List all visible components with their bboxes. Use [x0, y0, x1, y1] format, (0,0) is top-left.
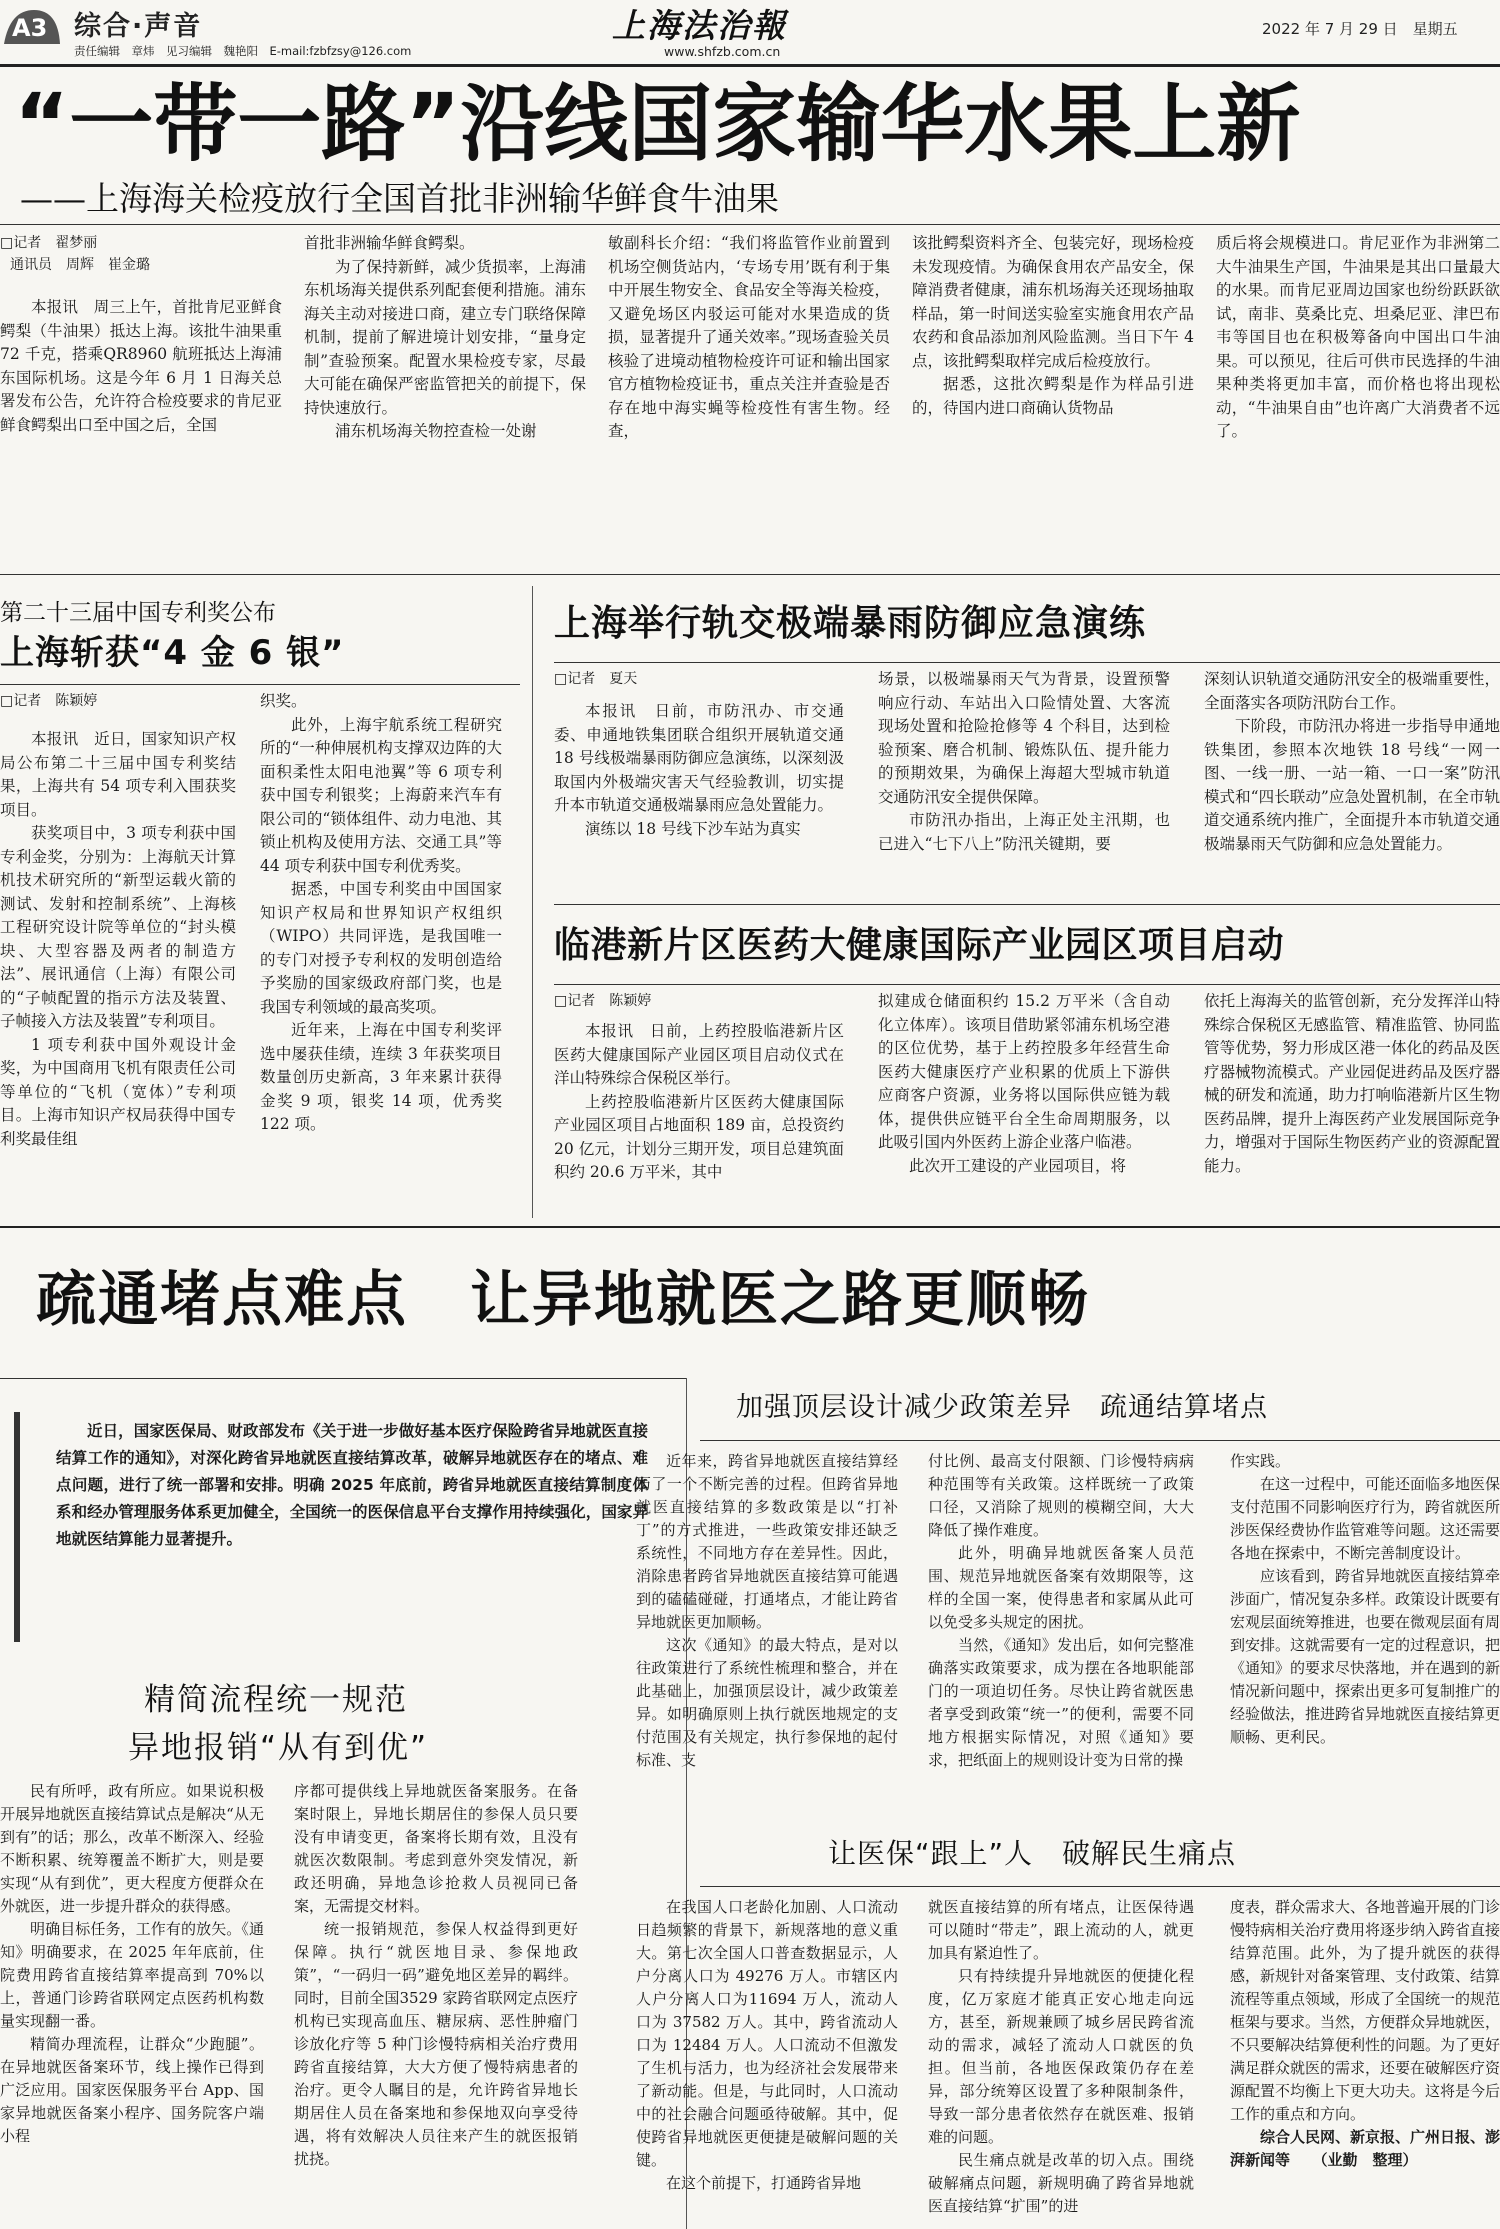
left-head2: 异地报销“从有到优”	[128, 1730, 429, 1766]
a3-col3a: 深刻认识轨道交通防汛安全的极端重要性，全面落实各项防汛防台工作。	[1204, 670, 1500, 712]
a1-col2b: 为了保持新鲜，减少货损率，上海浦东机场海关提供系列配套便利措施。浦东海关主动对接进口商，建立专门联络保障机制，提前了解进境计划安排，“量身定制”查验预案。配置水果检疫专家，尽最大可能在确保严密监管把关的前提下，保持快速放行。	[304, 257, 586, 417]
a2-rule	[0, 684, 520, 685]
l-col1a: 民有所呼，政有所应。如果说积极开展异地就医直接结算试点是解决“从无到有”的话；那么，改革不断深入、经验不断积累、统筹覆盖不断扩大，则是要实现“从有到优”，更大程度方便群众在外就医，进一步提升群众的获得感。	[0, 1782, 264, 1915]
a3-col2	[878, 668, 1170, 892]
l-col1c: 精简办理流程，让群众“少跑腿”。在异地就医备案环节，线上操作已得到广泛应用。国家医保服务平台 App、国家异地就医备案小程序、国务院客户端小程	[0, 2035, 264, 2145]
section-title: 综合·声音	[74, 11, 203, 42]
right-head1-rule	[700, 1440, 1500, 1441]
a1-subtitle: ——上海海关检疫放行全国首批非洲输华鲜食牛油果	[20, 179, 779, 218]
page-number: A3	[12, 14, 48, 42]
a4-title: 临港新片区医药大健康国际产业园区项目启动	[554, 925, 1285, 966]
a1-rule	[0, 224, 1500, 225]
a3-bottom-rule	[554, 904, 1500, 905]
r1-col1	[636, 1450, 898, 1814]
r1-col3a: 作实践。	[1230, 1452, 1291, 1470]
a2-col1	[0, 690, 236, 1210]
masthead-rule	[0, 64, 1500, 67]
a1-bottom-rule	[0, 574, 1500, 575]
paper-name-logo: 上海法治報	[612, 6, 787, 45]
a1-col3-text: 敏副科长介绍：“我们将监管作业前置到机场空侧货站内，‘专场专用’既有利于集中开展生物安全、食品安全等海关检疫，又避免场区内驳运可能对水果造成的货损，显著提升了通关效率。”现场查验关员核验了进境动植物检疫许可证和输出国家官方植物检疫证书，重点关注并查验是否存在地中海实蝇等检疫性有害生物。经查，	[608, 234, 890, 440]
a1-title: “一带一路”沿线国家输华水果上新	[14, 75, 1301, 173]
r1-col1b: 这次《通知》的最大特点，是对以往政策进行了系统性梳理和整合，并在此基础上，加强顶层设计，减少政策差异。如明确原则上执行就医地规定的支付范围及有关规定，执行参保地的起付标准、支	[636, 1636, 898, 1769]
a4-col2	[878, 990, 1170, 1212]
a1-col4	[912, 232, 1194, 562]
a1-col5	[1216, 232, 1500, 562]
feature-lead: 近日，国家医保局、财政部发布《关于进一步做好基本医疗保险跨省异地就医直接结算工作的通知》，对深化跨省异地就医直接结算改革，破解异地就医存在的堵点、难点问题，进行了统一部署和安排。明确 2025 年底前，跨省异地就医直接结算制度体系和经办管理服务体系更加健全，全国统一的医保信息平台支撑作用持续强化，国家异地就医结算能力显著提升。	[56, 1422, 648, 1548]
page-badge	[0, 6, 62, 46]
a2-col2	[260, 690, 502, 1210]
r1-col2a: 付比例、最高支付限额、门诊慢特病病种范围等有关政策。这样既统一了政策口径，又消除了规则的模糊空间，大大降低了操作难度。	[928, 1452, 1194, 1539]
l-col2b: 统一报销规范，参保人权益得到更好保障。执行“就医地目录、参保地政策”，“一码归一码”避免地区差异的羁绊。同时，目前全国3529 家跨省联网定点医疗机构已实现高血压、糖尿病、恶性肿瘤门诊放化疗等 5 种门诊慢特病相关治疗费用跨省直接结算，大大方便了慢特病患者的治疗。更令人瞩目的是，允许跨省异地长期居住人员在备案地和参保地双向享受待遇，将有效解决人员往来产生的就医报销扰挠。	[294, 1920, 578, 2168]
a1-col1-text: 本报讯 周三上午，首批肯尼亚鲜食鳄梨（牛油果）抵达上海。该批牛油果重 72 千克，搭乘QR8960 航班抵达上海浦东国际机场。这是今年 6 月 1 日海关总署发布公告，允许符合检疫要求的肯尼亚鲜食鳄梨出口至中国之后，全国	[0, 298, 282, 434]
a3-col1a: 本报讯 日前，市防汛办、市交通委、申通地铁集团联合组织开展轨道交通 18 号线极端暴雨防御应急演练，以深刻汲取国内外极端灾害天气经验教训，切实提升本市轨道交通极端暴雨应急处置能力。	[554, 702, 844, 814]
a1-col4a: 该批鳄梨资料齐全、包装完好，现场检疫未发现疫情。为确保食用农产品安全，保障消费者健康，浦东机场海关还现场抽取样品，第一时间送实验室实施食用农产品农药和食品添加剂风险监测。当日下午 4 点，该批鳄梨取样完成后检疫放行。	[912, 234, 1194, 370]
r2-col3	[1230, 1896, 1500, 2226]
a1-col4b: 据悉，这批次鳄梨是作为样品引进的，待国内进口商确认货物品	[912, 375, 1194, 417]
r2-col2	[928, 1896, 1194, 2226]
r2-col3a: 度表，群众需求大、各地普遍开展的门诊慢特病相关治疗费用将逐步纳入跨省直接结算范围。此外，为了提升就医的获得感，新规针对备案管理、支付政策、结算流程等重点领域，形成了全国统一的规范框架与要求。当然，方便群众异地就医，不只要解决结算便利性的问题。为了更好满足群众就医的需求，还要在破解医疗资源配置不均衡上下更大功夫。这将是今后工作的重点和方向。	[1230, 1898, 1500, 2123]
r1-col2c: 当然，《通知》发出后，如何完整准确落实政策要求，成为摆在各地职能部门的一项迫切任务。尽快让跨省就医患者享受到政策“统一”的便利，需要不同地方根据实际情况，对照《通知》要求，把纸面上的规则设计变为日常的操	[928, 1636, 1194, 1769]
a4-byline: □记者 陈颖婷	[554, 993, 652, 1009]
r1-col2	[928, 1450, 1194, 1814]
a3-title: 上海举行轨交极端暴雨防御应急演练	[554, 603, 1147, 644]
r1-col3b: 在这一过程中，可能还面临多地医保支付范围不同影响医疗行为，跨省就医所涉医保经费协作监管难等问题。这还需要各地在探索中，不断完善制度设计。	[1230, 1475, 1500, 1562]
a2-col2c: 据悉，中国专利奖由中国国家知识产权局和世界知识产权组织（WIPO）共同评选，是我国唯一的专门对授予专利权的发明创造给予奖励的国家级政府部门奖，也是我国专利领域的最高奖项。	[260, 880, 502, 1016]
right-head2: 让医保“跟上”人 破解民生痛点	[828, 1837, 1237, 1870]
a1-byline1: □记者 翟梦丽	[0, 235, 98, 251]
left-head1: 精简流程统一规范	[144, 1682, 408, 1718]
website: www.shfzb.com.cn	[664, 44, 781, 59]
column-divider	[532, 586, 533, 1218]
r1-col2b: 此外，明确异地就医备案人员范围、规范异地就医备案有效期限等，这样的全国一案，使得患者和家属从此可以免受多头规定的困扰。	[928, 1544, 1194, 1631]
a1-col2a: 首批非洲输华鲜食鳄梨。	[304, 234, 475, 252]
feature-lead-box	[14, 1412, 662, 1642]
r1-col1a: 近年来，跨省异地就医直接结算经历了一个不断完善的过程。但跨省异地就医直接结算的多数政策是以“打补丁”的方式推进，一些政策安排还缺乏系统性，不同地方存在差异性。因此，消除患者跨省异地就医直接结算可能遇到的磕磕碰碰，打通堵点，才能让跨省异地就医更加顺畅。	[636, 1452, 898, 1631]
r2-col3b: 综合人民网、新京报、广州日报、澎湃新闻等 （业勤 整理）	[1230, 2128, 1500, 2169]
r2-col2a: 就医直接结算的所有堵点，让医保待遇可以随时“带走”，跟上流动的人，就更加具有紧迫性了。	[928, 1898, 1194, 1962]
a2-col1b: 获奖项目中，3 项专利获中国专利金奖，分别为：上海航天计算机技术研究所的“新型运载火箭的测试、发射和控制系统”、上海核工程研究设计院等单位的“封头模块、大型容器及两者的制造方法”、展讯通信（上海）有限公司的“子帧配置的指示方法及装置、子帧接入方法及装置”专利项目。	[0, 824, 236, 1030]
a1-col2	[304, 232, 586, 562]
a4-col2a: 拟建成仓储面积约 15.2 万平米（含自动化立体库）。该项目借助紧邻浦东机场空港的区位优势，基于上药控股多年经营生命医药大健康医疗产业积累的优质上下游供应商客户资源，业务将以国际供应链为载体，提供供应链平台全生命周期服务，以此吸引国内外医药上游企业落户临港。	[878, 992, 1170, 1151]
r2-col1	[636, 1896, 898, 2226]
a4-col3	[1204, 990, 1500, 1212]
a2-col2a: 织奖。	[260, 692, 307, 710]
a4-col1a: 本报讯 日前，上药控股临港新片区医药大健康国际产业园区项目启动仪式在洋山特殊综合保税区举行。	[554, 1022, 844, 1087]
a1-col3	[608, 232, 890, 562]
a3-rule	[554, 662, 1500, 663]
a2-byline: □记者 陈颖婷	[0, 693, 98, 709]
a2-col1c: 1 项专利获中国外观设计金奖，为中国商用飞机有限责任公司等单位的“飞机（宽体）”专利项目。上海市知识产权局获得中国专利奖最佳组	[0, 1035, 236, 1148]
a3-col2a: 场景，以极端暴雨天气为背景，设置预警响应行动、车站出入口险情处置、大客流现场处置和抢险抢修等 4 个科目，达到检验预案、磨合机制、锻炼队伍、提升能力的预期效果，为确保上海超大型城市轨道交通防汛安全提供保障。	[878, 670, 1170, 806]
a2-col1a: 本报讯 近日，国家知识产权局公布第二十三届中国专利奖结果，上海共有 54 项专利入围获奖项目。	[0, 730, 236, 819]
feature-left-col2	[294, 1780, 578, 2226]
a4-col2b: 此次开工建设的产业园项目，将	[909, 1156, 1127, 1175]
a4-bottom-rule	[0, 1226, 1500, 1228]
a3-col1b: 演练以 18 号线下沙车站为真实	[585, 819, 801, 838]
r2-col2c: 民生痛点就是改革的切入点。围绕破解痛点问题，新规明确了跨省异地就医直接结算“扩围”的进	[928, 2151, 1194, 2215]
a2-col2d: 近年来，上海在中国专利奖评选中屡获佳绩，连续 3 年获奖项目数量创历史新高，3 年来累计获得金奖 9 项，银奖 14 项，优秀奖 122 项。	[260, 1021, 502, 1133]
a4-col1	[554, 990, 844, 1212]
a3-col2b: 市防汛办指出，上海正处主汛期，也已进入“七下八上”防汛关键期，要	[878, 811, 1170, 853]
a4-col3-text: 依托上海海关的监管创新，充分发挥洋山特殊综合保税区无感监管、精准监管、协同监管等优势，努力形成区港一体化的药品及医疗器械物流模式。产业园促进药品及医疗器械的研发和流通，助力打响临港新片区生物医药品牌，提升上海医药产业发展国际竞争力，增强对于国际生物医药产业的资源配置能力。	[1204, 992, 1500, 1175]
a4-rule	[554, 984, 1500, 985]
r2-col2b: 只有持续提升异地就医的便捷化程度，亿万家庭才能真正安心地走向远方，甚至，新规兼顾了城乡居民跨省流动的需求，减轻了流动人口就医的负担。但当前，各地医保政策仍存在差异，部分统筹区设置了多种限制条件，导致一部分患者依然存在就医难、报销难的问题。	[928, 1967, 1194, 2146]
feature-title: 疏通堵点难点 让异地就医之路更顺畅	[36, 1265, 1090, 1335]
a2-col2b: 此外，上海宇航系统工程研究所的“一种伸展机构支撑双边阵的大面积柔性太阳电池翼”等 6 项专利获中国专利银奖；上海蔚来汽车有限公司的“锁体组件、动力电池、其锁止机构及使用方法、交通工具”等 44 项专利获中国专利优秀奖。	[260, 715, 502, 875]
l-col2a: 序都可提供线上异地就医备案服务。在备案时限上，异地长期居住的参保人员只要没有申请变更，备案将长期有效，且没有就医次数限制。考虑到意外突发情况，新政还明确，异地急诊抢救人员视同已备案，无需提交材料。	[294, 1782, 578, 1915]
a1-byline2: 通讯员 周辉 崔金璐	[10, 257, 150, 273]
issue-date: 2022 年 7 月 29 日 星期五	[1262, 20, 1458, 38]
a3-col3b: 下阶段，市防汛办将进一步指导申通地铁集团，参照本次地铁 18 号线“一网一图、一线一册、一站一箱、一口一案”防汛模式和“四长联动”应急处置机制，在全市轨道交通系统内推广，全面提升本市轨道交通极端暴雨天气防御和应急处置能力。	[1204, 717, 1500, 853]
a2-title: 上海斩获“4 金 6 银”	[0, 633, 345, 673]
a1-col1	[0, 232, 282, 562]
r1-col3c: 应该看到，跨省异地就医直接结算牵涉面广，情况复杂多样。政策设计既要有宏观层面统筹推进，也要在微观层面有周到安排。这就需要有一定的过程意识，把《通知》的要求尽快落地，并在遇到的新情况新问题中，探索出更多可复制推广的经验做法，推进跨省异地就医直接结算更顺畅、更利民。	[1230, 1567, 1500, 1746]
right-head2-rule	[700, 1886, 1500, 1887]
l-col1b: 明确目标任务，工作有的放矢。《通知》明确要求，在 2025 年年底前，住院费用跨省直接结算率提高到 70%以上，普通门诊跨省联网定点医药机构数量实现翻一番。	[0, 1920, 264, 2030]
a3-col1	[554, 668, 844, 892]
a1-col2c: 浦东机场海关物控查检一处谢	[335, 422, 537, 440]
a2-kicker: 第二十三届中国专利奖公布	[0, 600, 276, 626]
editors-line: 责任编辑 章炜 见习编辑 魏艳阳 E-mail:fzbfzsy@126.com	[74, 44, 412, 58]
a4-col1b: 上药控股临港新片区医药大健康国际产业园区项目占地面积 189 亩，总投资约 20 亿元，计划分三期开发，项目总建筑面积约 20.6 万平米，其中	[554, 1092, 844, 1181]
a1-col5-text: 质后将会规模进口。肯尼亚作为非洲第二大牛油果生产国，牛油果是其出口量最大的水果。而肯尼亚周边国家也纷纷跃跃欲试，南非、莫桑比克、坦桑尼亚、津巴布韦等国目也在积极筹备向中国出口牛油果。可以预见，往后可供市民选择的牛油果种类将更加丰富，而价格也将出现松动，“牛油果自由”也许离广大消费者不远了。	[1216, 234, 1500, 440]
feature-left-col1	[0, 1780, 264, 2226]
r2-col1a: 在我国人口老龄化加剧、人口流动日趋频繁的背景下，新规落地的意义重大。第七次全国人口普查数据显示，人户分离人口为 49276 万人。市辖区内人户分离人口为11694 万人，流动人口为 37582 万人。其中，跨省流动人口为 12484 万人。人口流动不但激发了生机与活力，也为经济社会发展带来了新动能。但是，与此同时，人口流动中的社会融合问题亟待破解。其中，促使跨省异地就医更便捷是破解问题的关键。	[636, 1898, 898, 2169]
feature-rule	[0, 1378, 686, 1379]
r1-col3	[1230, 1450, 1500, 1814]
a3-byline: □记者 夏天	[554, 671, 638, 687]
a3-col3	[1204, 668, 1500, 892]
r2-col1b: 在这个前提下，打通跨省异地	[666, 2174, 862, 2192]
right-head1: 加强顶层设计减少政策差异 疏通结算堵点	[736, 1392, 1268, 1423]
